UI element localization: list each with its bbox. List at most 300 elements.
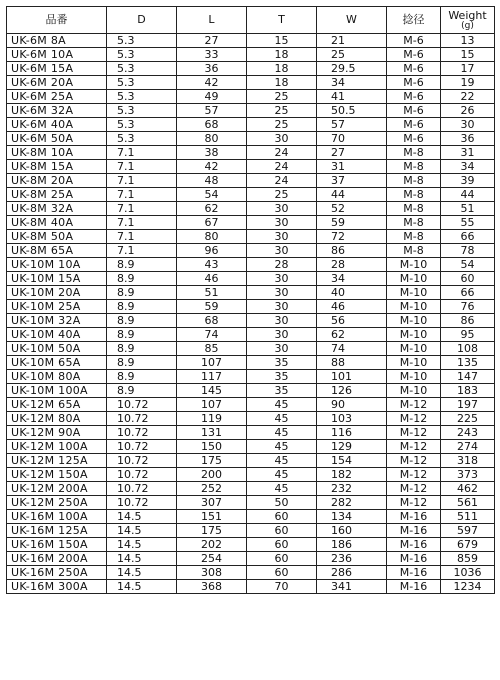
cell-l: 200 xyxy=(177,468,247,482)
cell-l: 42 xyxy=(177,160,247,174)
table-row xyxy=(7,412,495,426)
cell-weight: 373 xyxy=(441,468,495,482)
table-row xyxy=(7,454,495,468)
cell-d: 7.1 xyxy=(107,230,177,244)
cell-d: 14.5 xyxy=(107,510,177,524)
table-row xyxy=(7,328,495,342)
table-row xyxy=(7,496,495,510)
header-row xyxy=(7,7,495,34)
cell-d: 5.3 xyxy=(107,76,177,90)
cell-model: UK-12M 250A xyxy=(7,496,107,510)
cell-l: 54 xyxy=(177,188,247,202)
cell-l: 51 xyxy=(177,286,247,300)
cell-d: 14.5 xyxy=(107,552,177,566)
table-row xyxy=(7,244,495,258)
cell-d: 10.72 xyxy=(107,496,177,510)
cell-w: 56 xyxy=(317,314,387,328)
cell-thread: M-8 xyxy=(387,160,441,174)
cell-w: 34 xyxy=(317,76,387,90)
cell-t: 30 xyxy=(247,286,317,300)
cell-t: 35 xyxy=(247,384,317,398)
cell-l: 48 xyxy=(177,174,247,188)
cell-t: 24 xyxy=(247,174,317,188)
cell-weight: 31 xyxy=(441,146,495,160)
cell-w: 186 xyxy=(317,538,387,552)
cell-t: 30 xyxy=(247,230,317,244)
cell-thread: M-12 xyxy=(387,426,441,440)
header-l: L xyxy=(177,7,247,34)
cell-weight: 78 xyxy=(441,244,495,258)
cell-weight: 54 xyxy=(441,258,495,272)
table-row xyxy=(7,370,495,384)
cell-weight: 859 xyxy=(441,552,495,566)
cell-thread: M-10 xyxy=(387,370,441,384)
cell-l: 308 xyxy=(177,566,247,580)
cell-w: 282 xyxy=(317,496,387,510)
cell-thread: M-6 xyxy=(387,34,441,48)
cell-d: 7.1 xyxy=(107,146,177,160)
cell-w: 57 xyxy=(317,118,387,132)
cell-d: 10.72 xyxy=(107,468,177,482)
cell-thread: M-10 xyxy=(387,356,441,370)
cell-t: 35 xyxy=(247,370,317,384)
cell-d: 14.5 xyxy=(107,524,177,538)
cell-t: 50 xyxy=(247,496,317,510)
cell-w: 25 xyxy=(317,48,387,62)
cell-d: 14.5 xyxy=(107,538,177,552)
cell-t: 45 xyxy=(247,398,317,412)
header-model: 品番 xyxy=(7,7,107,34)
cell-thread: M-10 xyxy=(387,342,441,356)
table-row xyxy=(7,286,495,300)
cell-w: 31 xyxy=(317,160,387,174)
cell-w: 37 xyxy=(317,174,387,188)
table-row xyxy=(7,174,495,188)
cell-model: UK-12M 200A xyxy=(7,482,107,496)
cell-t: 24 xyxy=(247,160,317,174)
cell-d: 8.9 xyxy=(107,300,177,314)
cell-l: 117 xyxy=(177,370,247,384)
cell-l: 254 xyxy=(177,552,247,566)
cell-l: 33 xyxy=(177,48,247,62)
cell-thread: M-16 xyxy=(387,566,441,580)
cell-weight: 13 xyxy=(441,34,495,48)
cell-t: 60 xyxy=(247,552,317,566)
cell-t: 25 xyxy=(247,118,317,132)
cell-model: UK-10M 50A xyxy=(7,342,107,356)
cell-d: 5.3 xyxy=(107,62,177,76)
table-row xyxy=(7,566,495,580)
cell-d: 8.9 xyxy=(107,328,177,342)
cell-d: 10.72 xyxy=(107,454,177,468)
cell-thread: M-6 xyxy=(387,118,441,132)
cell-t: 70 xyxy=(247,580,317,594)
cell-t: 30 xyxy=(247,272,317,286)
cell-model: UK-12M 65A xyxy=(7,398,107,412)
cell-model: UK-10M 80A xyxy=(7,370,107,384)
cell-w: 50.5 xyxy=(317,104,387,118)
cell-weight: 318 xyxy=(441,454,495,468)
cell-t: 30 xyxy=(247,314,317,328)
cell-model: UK-12M 125A xyxy=(7,454,107,468)
cell-d: 7.1 xyxy=(107,216,177,230)
cell-model: UK-6M 20A xyxy=(7,76,107,90)
table-row xyxy=(7,398,495,412)
cell-t: 45 xyxy=(247,412,317,426)
table-row xyxy=(7,384,495,398)
table-row xyxy=(7,342,495,356)
cell-t: 60 xyxy=(247,566,317,580)
cell-d: 8.9 xyxy=(107,286,177,300)
header-weight-label: Weight xyxy=(448,8,487,22)
table-row xyxy=(7,482,495,496)
table-row xyxy=(7,160,495,174)
cell-thread: M-8 xyxy=(387,188,441,202)
cell-thread: M-6 xyxy=(387,132,441,146)
cell-d: 10.72 xyxy=(107,426,177,440)
cell-t: 18 xyxy=(247,48,317,62)
cell-model: UK-16M 250A xyxy=(7,566,107,580)
cell-l: 42 xyxy=(177,76,247,90)
cell-weight: 183 xyxy=(441,384,495,398)
cell-weight: 26 xyxy=(441,104,495,118)
cell-thread: M-12 xyxy=(387,398,441,412)
cell-thread: M-8 xyxy=(387,174,441,188)
header-weight xyxy=(441,7,495,34)
cell-t: 24 xyxy=(247,146,317,160)
cell-d: 8.9 xyxy=(107,272,177,286)
cell-thread: M-8 xyxy=(387,202,441,216)
cell-t: 60 xyxy=(247,524,317,538)
cell-thread: M-12 xyxy=(387,454,441,468)
cell-weight: 15 xyxy=(441,48,495,62)
cell-w: 46 xyxy=(317,300,387,314)
cell-d: 5.3 xyxy=(107,132,177,146)
cell-l: 150 xyxy=(177,440,247,454)
cell-l: 74 xyxy=(177,328,247,342)
cell-d: 5.3 xyxy=(107,48,177,62)
cell-d: 7.1 xyxy=(107,188,177,202)
cell-thread: M-6 xyxy=(387,104,441,118)
cell-model: UK-12M 90A xyxy=(7,426,107,440)
table-row xyxy=(7,468,495,482)
cell-l: 57 xyxy=(177,104,247,118)
cell-l: 85 xyxy=(177,342,247,356)
cell-model: UK-16M 100A xyxy=(7,510,107,524)
cell-d: 8.9 xyxy=(107,342,177,356)
cell-weight: 135 xyxy=(441,356,495,370)
cell-l: 119 xyxy=(177,412,247,426)
cell-d: 5.3 xyxy=(107,118,177,132)
cell-l: 67 xyxy=(177,216,247,230)
cell-w: 286 xyxy=(317,566,387,580)
cell-weight: 55 xyxy=(441,216,495,230)
table-row xyxy=(7,356,495,370)
table-row xyxy=(7,104,495,118)
cell-weight: 597 xyxy=(441,524,495,538)
cell-l: 107 xyxy=(177,356,247,370)
cell-w: 116 xyxy=(317,426,387,440)
cell-t: 30 xyxy=(247,202,317,216)
cell-weight: 1036 xyxy=(441,566,495,580)
cell-t: 28 xyxy=(247,258,317,272)
cell-l: 68 xyxy=(177,118,247,132)
cell-w: 126 xyxy=(317,384,387,398)
cell-w: 59 xyxy=(317,216,387,230)
cell-model: UK-8M 32A xyxy=(7,202,107,216)
table-row xyxy=(7,216,495,230)
cell-thread: M-10 xyxy=(387,272,441,286)
cell-w: 129 xyxy=(317,440,387,454)
cell-weight: 274 xyxy=(441,440,495,454)
cell-thread: M-10 xyxy=(387,314,441,328)
cell-thread: M-12 xyxy=(387,440,441,454)
cell-l: 49 xyxy=(177,90,247,104)
cell-l: 368 xyxy=(177,580,247,594)
cell-w: 90 xyxy=(317,398,387,412)
cell-weight: 60 xyxy=(441,272,495,286)
cell-t: 60 xyxy=(247,510,317,524)
header-weight-unit: (g) xyxy=(461,20,474,31)
cell-thread: M-16 xyxy=(387,524,441,538)
cell-t: 15 xyxy=(247,34,317,48)
cell-l: 43 xyxy=(177,258,247,272)
cell-d: 8.9 xyxy=(107,370,177,384)
cell-model: UK-6M 8A xyxy=(7,34,107,48)
cell-l: 145 xyxy=(177,384,247,398)
cell-thread: M-10 xyxy=(387,384,441,398)
cell-d: 5.3 xyxy=(107,34,177,48)
cell-t: 45 xyxy=(247,440,317,454)
cell-thread: M-10 xyxy=(387,300,441,314)
cell-model: UK-6M 25A xyxy=(7,90,107,104)
table-row xyxy=(7,440,495,454)
cell-l: 175 xyxy=(177,454,247,468)
table-row xyxy=(7,48,495,62)
cell-thread: M-6 xyxy=(387,48,441,62)
cell-w: 72 xyxy=(317,230,387,244)
cell-model: UK-10M 65A xyxy=(7,356,107,370)
cell-weight: 462 xyxy=(441,482,495,496)
cell-thread: M-6 xyxy=(387,76,441,90)
cell-d: 10.72 xyxy=(107,482,177,496)
cell-t: 45 xyxy=(247,468,317,482)
table-row xyxy=(7,90,495,104)
cell-model: UK-12M 150A xyxy=(7,468,107,482)
table-row xyxy=(7,132,495,146)
cell-thread: M-10 xyxy=(387,286,441,300)
cell-d: 10.72 xyxy=(107,412,177,426)
cell-model: UK-10M 100A xyxy=(7,384,107,398)
cell-t: 30 xyxy=(247,132,317,146)
cell-model: UK-12M 100A xyxy=(7,440,107,454)
table-row xyxy=(7,188,495,202)
cell-w: 74 xyxy=(317,342,387,356)
table-header xyxy=(7,7,495,34)
cell-d: 8.9 xyxy=(107,258,177,272)
cell-w: 88 xyxy=(317,356,387,370)
cell-l: 107 xyxy=(177,398,247,412)
cell-l: 202 xyxy=(177,538,247,552)
table-row xyxy=(7,538,495,552)
cell-model: UK-10M 32A xyxy=(7,314,107,328)
cell-thread: M-10 xyxy=(387,328,441,342)
cell-t: 60 xyxy=(247,538,317,552)
cell-thread: M-16 xyxy=(387,552,441,566)
cell-w: 86 xyxy=(317,244,387,258)
header-t: T xyxy=(247,7,317,34)
cell-model: UK-8M 10A xyxy=(7,146,107,160)
cell-weight: 36 xyxy=(441,132,495,146)
cell-weight: 66 xyxy=(441,286,495,300)
cell-weight: 147 xyxy=(441,370,495,384)
cell-thread: M-12 xyxy=(387,412,441,426)
cell-w: 134 xyxy=(317,510,387,524)
cell-weight: 39 xyxy=(441,174,495,188)
cell-d: 7.1 xyxy=(107,202,177,216)
cell-w: 232 xyxy=(317,482,387,496)
cell-l: 38 xyxy=(177,146,247,160)
table-row xyxy=(7,272,495,286)
cell-l: 46 xyxy=(177,272,247,286)
cell-thread: M-10 xyxy=(387,258,441,272)
cell-weight: 511 xyxy=(441,510,495,524)
cell-t: 30 xyxy=(247,244,317,258)
header-w: W xyxy=(317,7,387,34)
cell-model: UK-8M 65A xyxy=(7,244,107,258)
cell-w: 182 xyxy=(317,468,387,482)
cell-weight: 30 xyxy=(441,118,495,132)
cell-thread: M-8 xyxy=(387,146,441,160)
cell-weight: 561 xyxy=(441,496,495,510)
cell-thread: M-12 xyxy=(387,468,441,482)
cell-weight: 679 xyxy=(441,538,495,552)
cell-t: 45 xyxy=(247,482,317,496)
table-row xyxy=(7,62,495,76)
cell-model: UK-10M 20A xyxy=(7,286,107,300)
cell-thread: M-6 xyxy=(387,90,441,104)
cell-model: UK-6M 15A xyxy=(7,62,107,76)
cell-model: UK-10M 10A xyxy=(7,258,107,272)
cell-w: 101 xyxy=(317,370,387,384)
cell-weight: 86 xyxy=(441,314,495,328)
cell-model: UK-6M 50A xyxy=(7,132,107,146)
table-row xyxy=(7,314,495,328)
cell-l: 68 xyxy=(177,314,247,328)
cell-weight: 44 xyxy=(441,188,495,202)
cell-w: 236 xyxy=(317,552,387,566)
cell-thread: M-12 xyxy=(387,496,441,510)
table-row xyxy=(7,580,495,594)
cell-t: 30 xyxy=(247,300,317,314)
cell-weight: 197 xyxy=(441,398,495,412)
cell-l: 307 xyxy=(177,496,247,510)
cell-d: 10.72 xyxy=(107,440,177,454)
cell-w: 44 xyxy=(317,188,387,202)
cell-t: 45 xyxy=(247,426,317,440)
cell-d: 5.3 xyxy=(107,90,177,104)
table-row xyxy=(7,146,495,160)
cell-d: 10.72 xyxy=(107,398,177,412)
cell-d: 14.5 xyxy=(107,580,177,594)
cell-model: UK-16M 300A xyxy=(7,580,107,594)
cell-t: 25 xyxy=(247,188,317,202)
cell-l: 96 xyxy=(177,244,247,258)
cell-l: 252 xyxy=(177,482,247,496)
cell-model: UK-10M 25A xyxy=(7,300,107,314)
cell-model: UK-6M 10A xyxy=(7,48,107,62)
cell-w: 103 xyxy=(317,412,387,426)
cell-d: 7.1 xyxy=(107,244,177,258)
header-d: D xyxy=(107,7,177,34)
cell-l: 175 xyxy=(177,524,247,538)
table-row xyxy=(7,76,495,90)
cell-d: 5.3 xyxy=(107,104,177,118)
cell-model: UK-8M 40A xyxy=(7,216,107,230)
cell-model: UK-6M 32A xyxy=(7,104,107,118)
cell-model: UK-8M 15A xyxy=(7,160,107,174)
cell-t: 30 xyxy=(247,216,317,230)
cell-thread: M-16 xyxy=(387,510,441,524)
cell-l: 131 xyxy=(177,426,247,440)
cell-w: 154 xyxy=(317,454,387,468)
cell-weight: 1234 xyxy=(441,580,495,594)
cell-t: 25 xyxy=(247,90,317,104)
cell-d: 7.1 xyxy=(107,174,177,188)
cell-l: 36 xyxy=(177,62,247,76)
cell-t: 35 xyxy=(247,356,317,370)
table-row xyxy=(7,34,495,48)
cell-t: 30 xyxy=(247,342,317,356)
cell-l: 80 xyxy=(177,230,247,244)
cell-thread: M-8 xyxy=(387,230,441,244)
cell-thread: M-6 xyxy=(387,62,441,76)
cell-l: 80 xyxy=(177,132,247,146)
table-row xyxy=(7,426,495,440)
cell-w: 341 xyxy=(317,580,387,594)
cell-weight: 17 xyxy=(441,62,495,76)
cell-l: 62 xyxy=(177,202,247,216)
table-body xyxy=(7,34,495,594)
cell-t: 18 xyxy=(247,62,317,76)
cell-l: 151 xyxy=(177,510,247,524)
cell-d: 7.1 xyxy=(107,160,177,174)
cell-thread: M-16 xyxy=(387,538,441,552)
cell-weight: 66 xyxy=(441,230,495,244)
cell-d: 8.9 xyxy=(107,314,177,328)
cell-weight: 243 xyxy=(441,426,495,440)
table-row xyxy=(7,524,495,538)
cell-w: 41 xyxy=(317,90,387,104)
cell-w: 40 xyxy=(317,286,387,300)
table-row xyxy=(7,118,495,132)
cell-model: UK-16M 150A xyxy=(7,538,107,552)
cell-model: UK-8M 50A xyxy=(7,230,107,244)
cell-w: 70 xyxy=(317,132,387,146)
cell-l: 59 xyxy=(177,300,247,314)
cell-weight: 76 xyxy=(441,300,495,314)
cell-w: 62 xyxy=(317,328,387,342)
cell-w: 28 xyxy=(317,258,387,272)
cell-weight: 34 xyxy=(441,160,495,174)
cell-model: UK-10M 40A xyxy=(7,328,107,342)
cell-weight: 19 xyxy=(441,76,495,90)
cell-d: 8.9 xyxy=(107,356,177,370)
cell-model: UK-6M 40A xyxy=(7,118,107,132)
cell-w: 27 xyxy=(317,146,387,160)
table-row xyxy=(7,202,495,216)
cell-d: 14.5 xyxy=(107,566,177,580)
